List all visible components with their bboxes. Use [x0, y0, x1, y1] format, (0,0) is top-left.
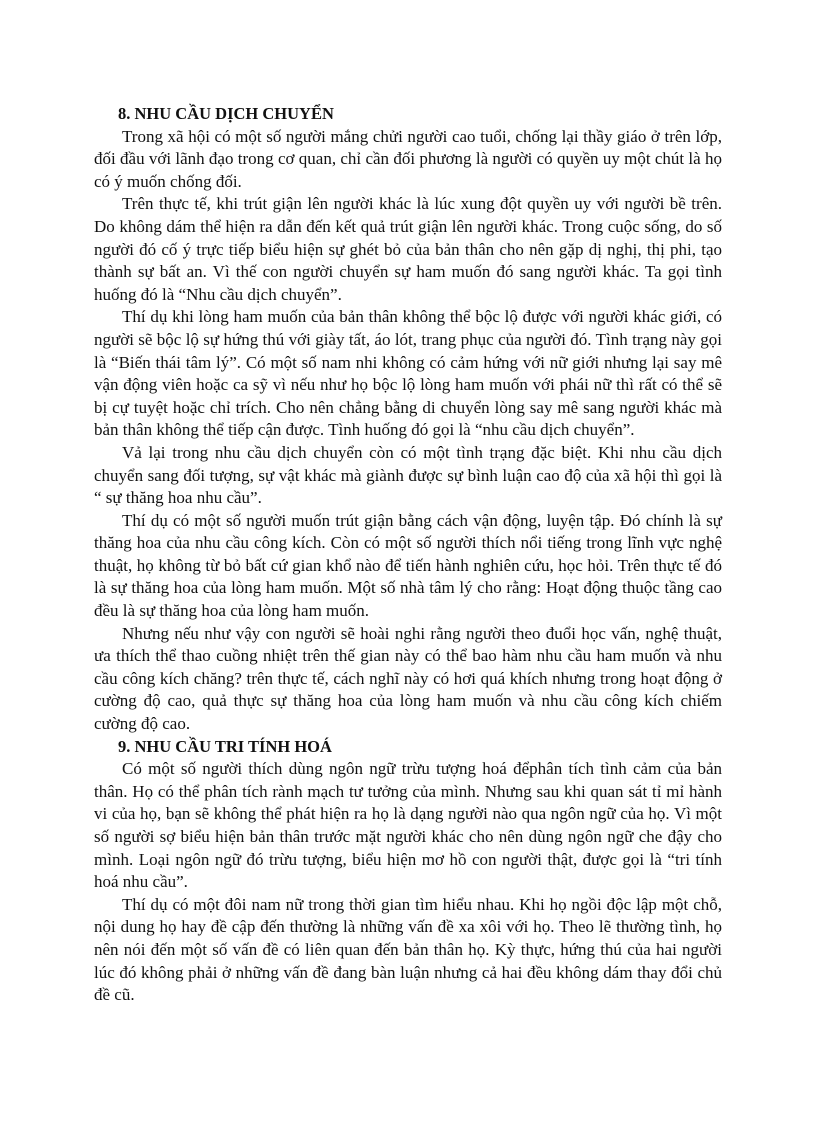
section-heading-9: 9. NHU CẦU TRI TÍNH HOÁ: [118, 736, 332, 756]
paragraph: Có một số người thích dùng ngôn ngữ trừu tượng hoá đểphân tích tình cảm của bản thân. Họ có thể phân tích rành mạch tư tưởng của mình. Nhưng sau khi quan sát tỉ mỉ hành vi của họ, bạn sẽ không thể phát hiện ra họ là dạng người nào qua ngôn ngữ của họ. Vì một số người sợ biểu hiện bản thân trước mặt người khác cho nên dùng ngôn ngữ che đậy cho mình. Loại ngôn ngữ đó trừu tượng, biểu hiện mơ hồ con người thật, được gọi là “tri tính hoá nhu cầu”.: [94, 759, 722, 892]
section-heading-8: 8. NHU CẦU DỊCH CHUYỂN: [118, 104, 334, 123]
paragraph: Trong xã hội có một số người mắng chửi người cao tuổi, chống lại thầy giáo ở trên lớp, đối đầu với lãnh đạo trong cơ quan, chỉ cần đối phương là người có quyền uy một chút là họ có ý muốn chống đối.: [94, 126, 722, 191]
paragraph: Thí dụ có một đôi nam nữ trong thời gian tìm hiểu nhau. Khi họ ngồi độc lập một chỗ, nội dung họ hay đề cập đến thường là những vấn đề xa xôi với họ. Theo lẽ thường tình, họ nên nói đến một số vấn đề có liên quan đến bản thân họ. Kỳ thực, hứng thú của hai người lúc đó không phải ở những vấn đề đang bàn luận nhưng cả hai đều không dám thay đổi chủ đề cũ.: [94, 894, 722, 1005]
paragraph: Nhưng nếu như vậy con người sẽ hoài nghi rằng người theo đuổi học vấn, nghệ thuật, ưa thích thể thao cuồng nhiệt trên thế gian này có thể bao hàm nhu cầu ham muốn và nhu cầu công kích chăng? trên thực tế, cách nghĩ này có hơi quá khích nhưng trong hoạt động ở cường độ cao, quả thực sự thăng hoa của lòng ham muốn và nhu cầu công kích chiếm cường độ cao.: [94, 623, 722, 734]
paragraph: Thí dụ khi lòng ham muốn của bản thân không thể bộc lộ được với người khác giới, có người sẽ bộc lộ sự hứng thú với giày tất, áo lót, trang phục của người đó. Tình trạng này gọi là “Biến thái tâm lý”. Có một số nam nhi không có cảm hứng với nữ giới nhưng lại say mê vận động viên hoặc ca sỹ vì nếu như họ bộc lộ lòng ham muốn với phái nữ thì rất có thể sẽ bị cự tuyệt hoặc chỉ trích. Cho nên chẳng bằng di chuyển lòng say mê sang người khác mà bản thân không thể tiếp cận được. Tình huống đó gọi là “nhu cầu dịch chuyển”.: [94, 307, 722, 440]
document-body: [94, 103, 722, 1007]
paragraph: Trên thực tế, khi trút giận lên người khác là lúc xung đột quyền uy với người bề trên. Do không dám thể hiện ra dẫn đến kết quả trút giận lên người khác. Trong cuộc sống, do số người đó cố ý trực tiếp biểu hiện sự ghét bỏ của bản thân cho nên gặp dị nghị, thị phi, tạo thành sự bất an. Vì thế con người chuyển sự ham muốn đó sang người khác. Ta gọi tình huống đó là “Nhu cầu dịch chuyển”.: [94, 194, 722, 304]
paragraph: Vả lại trong nhu cầu dịch chuyển còn có một tình trạng đặc biệt. Khi nhu cầu dịch chuyển sang đối tượng, sự vật khác mà giành được sự bình luận cao độ của xã hội thì gọi là “ sự thăng hoa nhu cầu”.: [94, 442, 722, 508]
paragraph: Thí dụ có một số người muốn trút giận bằng cách vận động, luyện tập. Đó chính là sự thăng hoa của nhu cầu công kích. Còn có một số người thích nổi tiếng trong lĩnh vực nghệ thuật, họ không từ bỏ bất cứ gian khổ nào để tiến hành nghiên cứu, học hỏi. Trên thực tế đó là sự thăng hoa của lòng ham muốn. Một số nhà tâm lý cho rằng: Hoạt động thuộc tầng cao đều là sự thăng hoa của lòng ham muốn.: [94, 510, 722, 621]
